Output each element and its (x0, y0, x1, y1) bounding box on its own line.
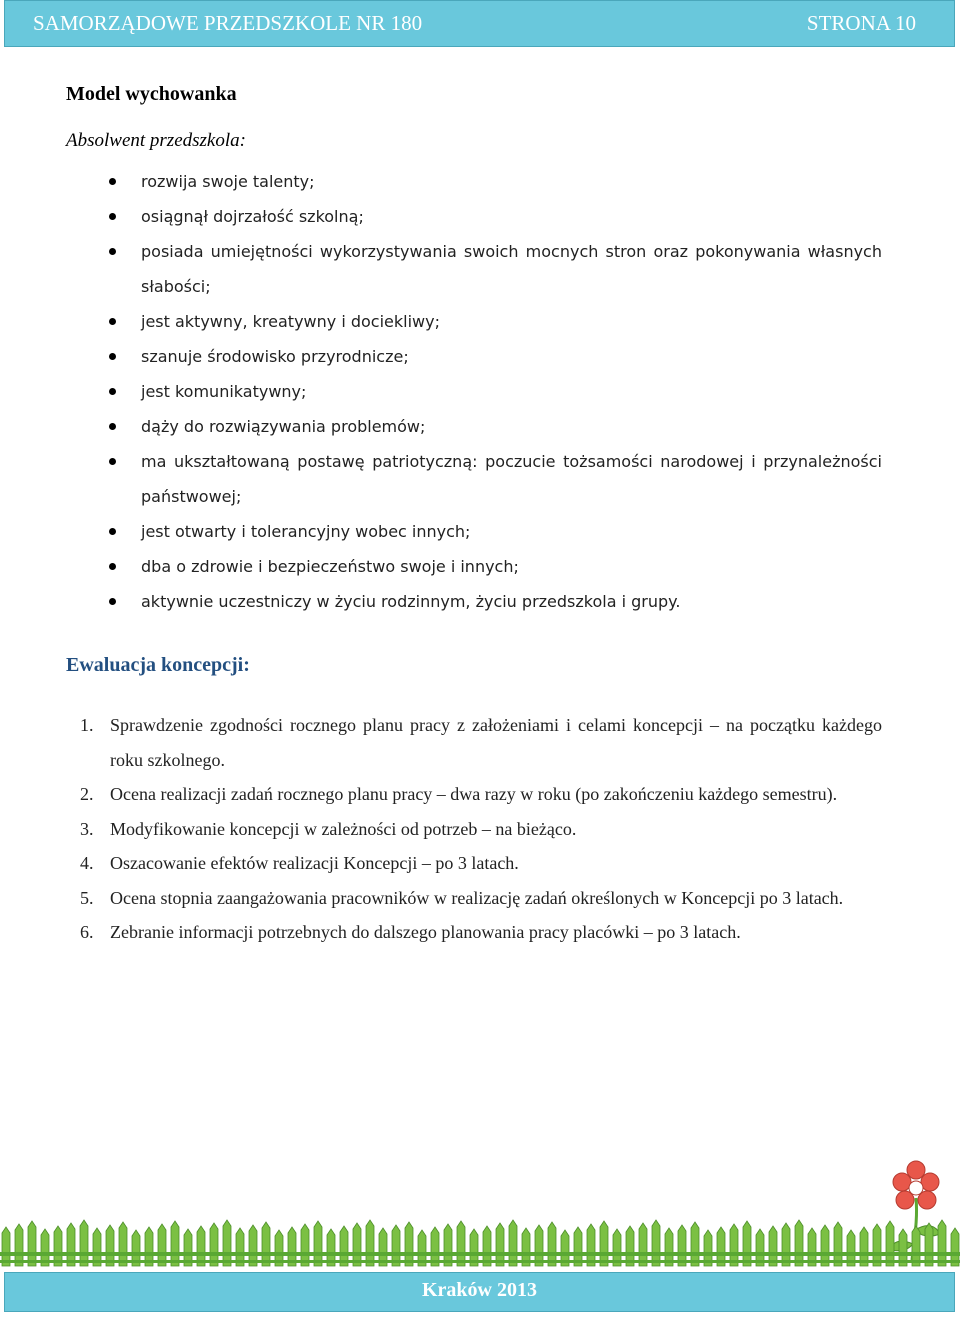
step-number: 2. (80, 784, 94, 804)
page-footer (4, 1272, 955, 1312)
fence-picket (834, 1222, 842, 1266)
list-item-text: szanuje środowisko przyrodnicze; (141, 347, 409, 366)
fence-picket (743, 1221, 751, 1266)
fence-rail (0, 1260, 960, 1263)
step-text: Modyfikowanie koncepcji w zależności od potrzeb – na bieżąco. (110, 818, 577, 839)
fence-picket (678, 1225, 686, 1266)
page-number: STRONA 10 (806, 11, 916, 35)
fence-picket (873, 1224, 881, 1266)
fence-picket (691, 1222, 699, 1266)
fence-picket (314, 1221, 322, 1266)
list-item-text: aktywnie uczestniczy w życiu rodzinnym, życiu przedszkola i grupy. (141, 592, 681, 611)
fence-picket (535, 1225, 543, 1266)
fence-picket (353, 1223, 361, 1266)
step-number: 6. (80, 922, 94, 942)
list-item-text: osiągnął dojrzałość szkolną; (141, 207, 364, 226)
fence-pickets (2, 1220, 959, 1266)
bullet-icon (109, 598, 116, 605)
fence-picket (366, 1220, 374, 1266)
school-name: SAMORZĄDOWE PRZEDSZKOLE NR 180 (33, 11, 423, 35)
bullet-icon (109, 388, 116, 395)
list-item-text: dąży do rozwiązywania problemów; (141, 417, 426, 436)
list-item (66, 549, 882, 584)
step-number: 1. (80, 715, 94, 735)
footer-text: Kraków 2013 (422, 1279, 537, 1301)
section-title-model: Model wychowanka (66, 83, 237, 105)
fence-picket (405, 1222, 413, 1266)
fence-picket (457, 1221, 465, 1266)
list-item (66, 444, 882, 514)
fence-picket (821, 1225, 829, 1266)
step-text: Zebranie informacji potrzebnych do dalszego planowania pracy placówki – po 3 latach. (110, 922, 741, 942)
section-subtitle-graduate: Absolwent przedszkola: (66, 130, 246, 151)
bullet-icon (109, 528, 116, 535)
picket-fence-icon (0, 1160, 960, 1272)
fence-picket (587, 1224, 595, 1266)
fence-rail (0, 1252, 960, 1256)
list-item (66, 374, 882, 409)
fence-picket (496, 1223, 504, 1266)
bullet-icon (109, 178, 116, 185)
bullet-icon (109, 318, 116, 325)
fence-picket (795, 1220, 803, 1266)
fence-picket (67, 1223, 75, 1266)
fence-picket (119, 1222, 127, 1266)
list-item-text: ma ukształtowaną postawę patriotyczną: poczucie tożsamości narodowej i przynależności państwowej; (141, 452, 882, 506)
list-item (66, 777, 882, 812)
step-number: 5. (80, 887, 94, 908)
fence-picket (80, 1220, 88, 1266)
list-item (66, 339, 882, 374)
section-title-evaluation: Ewaluacja koncepcji: (66, 654, 250, 676)
evaluation-steps-list (66, 708, 882, 950)
fence-picket (886, 1221, 894, 1266)
list-item-text: rozwija swoje talenty; (141, 172, 315, 191)
graduate-traits-list (66, 164, 882, 619)
bullet-icon (109, 213, 116, 220)
fence-picket (444, 1224, 452, 1266)
list-item (66, 234, 882, 304)
fence-picket (28, 1221, 36, 1266)
bullet-icon (109, 458, 116, 465)
list-item (66, 708, 882, 777)
list-item (66, 409, 882, 444)
list-item (66, 915, 882, 950)
list-item-text: jest otwarty i tolerancyjny wobec innych; (141, 522, 471, 541)
step-number: 4. (80, 853, 94, 873)
list-item-text: posiada umiejętności wykorzystywania swoich mocnych stron oraz pokonywania własnych słabości; (141, 242, 882, 296)
fence-picket (223, 1220, 231, 1266)
fence-picket (249, 1225, 257, 1266)
page-header (4, 0, 955, 47)
step-text: Ocena realizacji zadań rocznego planu pracy – dwa razy w roku (po zakończeniu każdego semestru). (110, 784, 838, 804)
fence-picket (639, 1223, 647, 1266)
fence-picket (509, 1220, 517, 1266)
fence-picket (730, 1224, 738, 1266)
list-item (66, 199, 882, 234)
list-item-text: jest komunikatywny; (141, 382, 307, 401)
fence-picket (171, 1221, 179, 1266)
fence-picket (652, 1220, 660, 1266)
list-item (66, 846, 882, 881)
fence-picket (15, 1224, 23, 1266)
fence-picket (106, 1225, 114, 1266)
bullet-icon (109, 248, 116, 255)
fence-picket (548, 1222, 556, 1266)
bullet-icon (109, 423, 116, 430)
step-text: Sprawdzenie zgodności rocznego planu pracy z założeniami i celami koncepcji – na początku każdego roku szkolnego. (110, 715, 882, 770)
bullet-icon (109, 353, 116, 360)
list-item (66, 881, 882, 916)
list-item-text: dba o zdrowie i bezpieczeństwo swoje i innych; (141, 557, 519, 576)
step-text: Oszacowanie efektów realizacji Koncepcji – po 3 latach. (110, 853, 519, 873)
list-item (66, 584, 882, 619)
fence-picket (158, 1224, 166, 1266)
step-number: 3. (80, 818, 94, 839)
fence-picket (600, 1221, 608, 1266)
list-item-text: jest aktywny, kreatywny i dociekliwy; (141, 312, 440, 331)
list-item (66, 514, 882, 549)
fence-picket (210, 1223, 218, 1266)
fence-picket (938, 1220, 946, 1266)
list-item (66, 812, 882, 847)
bullet-icon (109, 563, 116, 570)
fence-picket (262, 1222, 270, 1266)
list-item (66, 164, 882, 199)
fence-picket (782, 1223, 790, 1266)
fence-picket (925, 1223, 933, 1266)
list-item (66, 304, 882, 339)
step-text: Ocena stopnia zaangażowania pracowników w realizację zadań określonych w Koncepcji po 3 latach. (110, 887, 844, 908)
fence-picket (301, 1224, 309, 1266)
fence-picket (392, 1225, 400, 1266)
